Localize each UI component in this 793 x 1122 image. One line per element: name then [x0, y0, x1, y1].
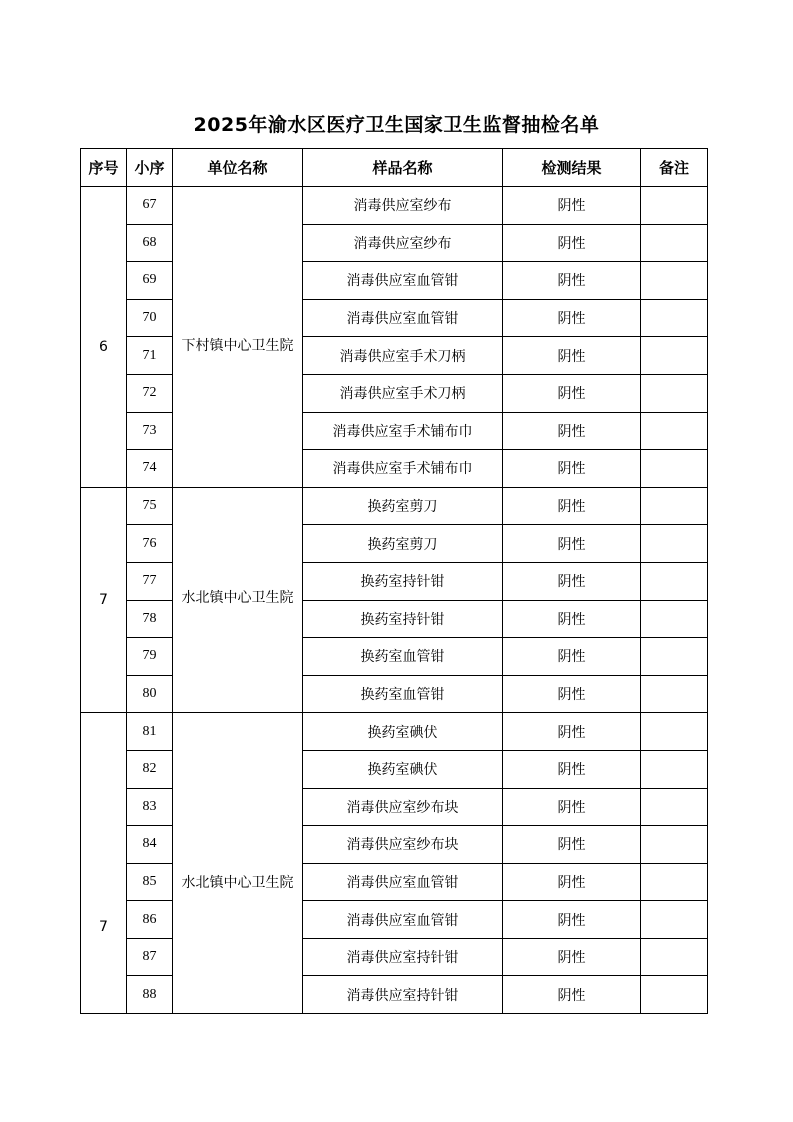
result-cell: 阴性: [503, 638, 641, 676]
sample-name-cell: 消毒供应室持针钳: [303, 938, 503, 976]
result-cell: 阴性: [503, 187, 641, 225]
note-cell: [641, 938, 708, 976]
sub-seq-cell: 86: [127, 901, 173, 939]
note-cell: [641, 713, 708, 751]
sample-name-cell: 消毒供应室纱布块: [303, 788, 503, 826]
sub-seq-cell: 84: [127, 826, 173, 864]
result-cell: 阴性: [503, 713, 641, 751]
sample-name-cell: 换药室持针钳: [303, 562, 503, 600]
sample-name-cell: 消毒供应室血管钳: [303, 901, 503, 939]
note-cell: [641, 638, 708, 676]
unit-name-cell: [173, 187, 303, 488]
note-cell: [641, 374, 708, 412]
table-row: [81, 713, 708, 751]
note-cell: [641, 299, 708, 337]
header-unit: 单位名称: [173, 149, 303, 187]
sub-seq-cell: 75: [127, 487, 173, 525]
note-cell: [641, 863, 708, 901]
result-cell: 阴性: [503, 299, 641, 337]
sample-name-cell: 消毒供应室纱布: [303, 224, 503, 262]
result-cell: 阴性: [503, 450, 641, 488]
sub-seq-cell: 77: [127, 562, 173, 600]
table-header-row: [81, 149, 708, 187]
sub-seq-cell: 79: [127, 638, 173, 676]
sub-seq-cell: 81: [127, 713, 173, 751]
table-row: [81, 187, 708, 225]
inspection-table: [80, 148, 708, 1014]
sample-name-cell: 换药室剪刀: [303, 525, 503, 563]
note-cell: [641, 600, 708, 638]
unit-name-text: 水北镇中心卫生院: [181, 875, 294, 892]
sample-name-cell: 换药室血管钳: [303, 638, 503, 676]
header-result: 检测结果: [503, 149, 641, 187]
header-seq: 序号: [81, 149, 127, 187]
sample-name-cell: 换药室剪刀: [303, 487, 503, 525]
sample-name-cell: 消毒供应室手术铺布巾: [303, 412, 503, 450]
sample-name-cell: 消毒供应室纱布块: [303, 826, 503, 864]
result-cell: 阴性: [503, 863, 641, 901]
sub-seq-cell: 67: [127, 187, 173, 225]
group-seq-cell: 6: [81, 187, 127, 488]
sample-name-cell: 消毒供应室血管钳: [303, 262, 503, 300]
note-cell: [641, 750, 708, 788]
sub-seq-cell: 68: [127, 224, 173, 262]
sub-seq-cell: 78: [127, 600, 173, 638]
unit-name-cell: [173, 487, 303, 713]
note-cell: [641, 901, 708, 939]
sub-seq-cell: 71: [127, 337, 173, 375]
result-cell: 阴性: [503, 976, 641, 1014]
header-sample: 样品名称: [303, 149, 503, 187]
sub-seq-cell: 73: [127, 412, 173, 450]
sub-seq-cell: 87: [127, 938, 173, 976]
result-cell: 阴性: [503, 675, 641, 713]
note-cell: [641, 487, 708, 525]
result-cell: 阴性: [503, 938, 641, 976]
note-cell: [641, 525, 708, 563]
result-cell: 阴性: [503, 600, 641, 638]
sub-seq-cell: 74: [127, 450, 173, 488]
sample-name-cell: 消毒供应室手术铺布巾: [303, 450, 503, 488]
note-cell: [641, 675, 708, 713]
sample-name-cell: 换药室碘伏: [303, 713, 503, 751]
result-cell: 阴性: [503, 487, 641, 525]
sample-name-cell: 消毒供应室持针钳: [303, 976, 503, 1014]
result-cell: 阴性: [503, 412, 641, 450]
note-cell: [641, 262, 708, 300]
unit-name-text: 水北镇中心卫生院: [181, 590, 294, 607]
sub-seq-cell: 72: [127, 374, 173, 412]
note-cell: [641, 412, 708, 450]
sub-seq-cell: 88: [127, 976, 173, 1014]
header-sub: 小序: [127, 149, 173, 187]
sample-name-cell: 消毒供应室手术刀柄: [303, 374, 503, 412]
table-body: [81, 187, 708, 1014]
sample-name-cell: 换药室碘伏: [303, 750, 503, 788]
sub-seq-cell: 83: [127, 788, 173, 826]
sub-seq-cell: 70: [127, 299, 173, 337]
note-cell: [641, 450, 708, 488]
result-cell: 阴性: [503, 562, 641, 600]
note-cell: [641, 224, 708, 262]
table-row: [81, 487, 708, 525]
result-cell: 阴性: [503, 750, 641, 788]
note-cell: [641, 337, 708, 375]
group-seq-cell: 7: [81, 713, 127, 1014]
unit-name-text: 下村镇中心卫生院: [181, 337, 294, 354]
result-cell: 阴性: [503, 826, 641, 864]
sample-name-cell: 消毒供应室手术刀柄: [303, 337, 503, 375]
result-cell: 阴性: [503, 901, 641, 939]
result-cell: 阴性: [503, 224, 641, 262]
sample-name-cell: 消毒供应室血管钳: [303, 863, 503, 901]
result-cell: 阴性: [503, 788, 641, 826]
sample-name-cell: 消毒供应室纱布: [303, 187, 503, 225]
sub-seq-cell: 76: [127, 525, 173, 563]
sub-seq-cell: 82: [127, 750, 173, 788]
unit-name-cell: [173, 713, 303, 1014]
sample-name-cell: 消毒供应室血管钳: [303, 299, 503, 337]
sub-seq-cell: 69: [127, 262, 173, 300]
group-seq-cell: 7: [81, 487, 127, 713]
result-cell: 阴性: [503, 337, 641, 375]
result-cell: 阴性: [503, 525, 641, 563]
sample-name-cell: 换药室持针钳: [303, 600, 503, 638]
document-title: 2025年渝水区医疗卫生国家卫生监督抽检名单: [193, 114, 600, 136]
result-cell: 阴性: [503, 374, 641, 412]
header-note: 备注: [641, 149, 708, 187]
note-cell: [641, 562, 708, 600]
result-cell: 阴性: [503, 262, 641, 300]
note-cell: [641, 826, 708, 864]
sample-name-cell: 换药室血管钳: [303, 675, 503, 713]
note-cell: [641, 788, 708, 826]
note-cell: [641, 187, 708, 225]
sub-seq-cell: 85: [127, 863, 173, 901]
note-cell: [641, 976, 708, 1014]
sub-seq-cell: 80: [127, 675, 173, 713]
